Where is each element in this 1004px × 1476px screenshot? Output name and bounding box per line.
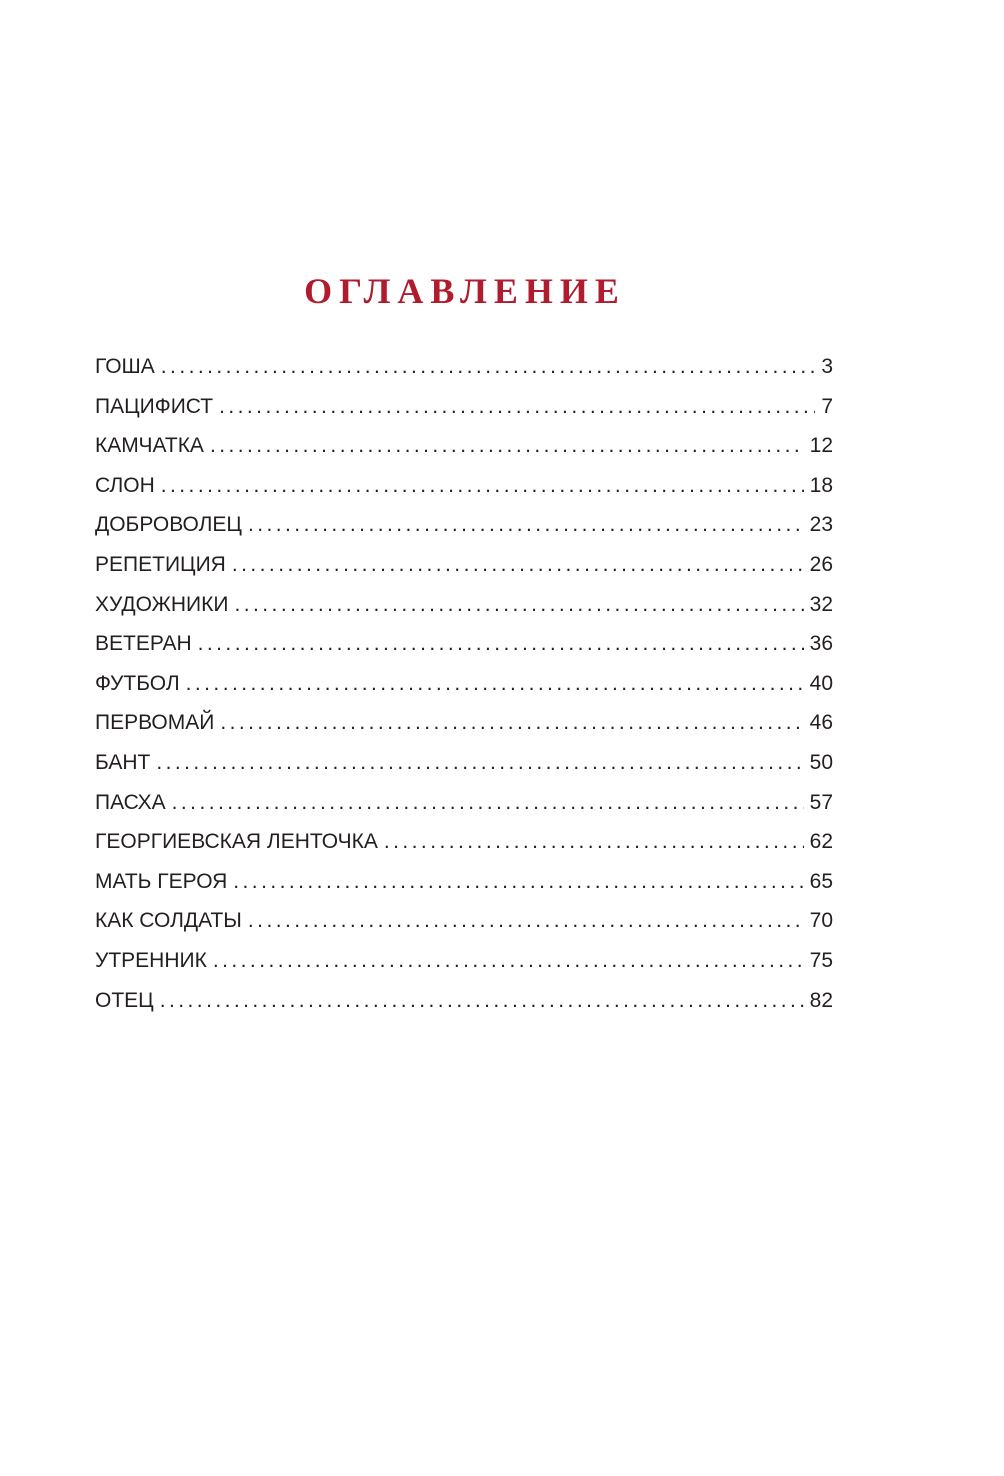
- toc-page-number: 12: [809, 434, 833, 458]
- dot-leader: [234, 593, 803, 617]
- toc-entry-title: МАТЬ ГЕРОЯ: [95, 869, 228, 893]
- toc-entry: [95, 355, 833, 395]
- toc-entry: [95, 989, 833, 1029]
- toc-entry: [95, 395, 833, 435]
- toc-page-number: 36: [809, 632, 833, 656]
- toc-page-number: 62: [809, 830, 833, 854]
- toc-page-number: 57: [809, 790, 833, 814]
- toc-entry-title: УТРЕННИК: [95, 948, 207, 972]
- dot-leader: [219, 395, 815, 419]
- dot-leader: [161, 474, 804, 498]
- toc-page-number: 26: [809, 552, 833, 576]
- toc-entry-title: СЛОН: [95, 473, 155, 497]
- toc-page-number: 32: [809, 592, 833, 616]
- toc-entry-title: ОТЕЦ: [95, 988, 154, 1012]
- toc-page-number: 46: [809, 711, 833, 735]
- toc-page-number: 65: [809, 869, 833, 893]
- toc-entry-title: РЕПЕТИЦИЯ: [95, 552, 226, 576]
- toc-entry-title: ФУТБОЛ: [95, 671, 180, 695]
- toc-entry: [95, 434, 833, 474]
- toc-entry-title: БАНТ: [95, 750, 151, 774]
- toc-entry: [95, 513, 833, 553]
- toc-page-number: 40: [809, 671, 833, 695]
- toc-entry: [95, 949, 833, 989]
- dot-leader: [384, 830, 804, 854]
- dot-leader: [220, 711, 803, 735]
- toc-page-number: 7: [821, 394, 833, 418]
- toc-page-number: 70: [809, 909, 833, 933]
- toc-entry: [95, 791, 833, 831]
- toc-entry-title: ПЕРВОМАЙ: [95, 711, 215, 735]
- dot-leader: [172, 791, 804, 815]
- toc-entry-title: ГЕОРГИЕВСКАЯ ЛЕНТОЧКА: [95, 830, 378, 854]
- toc-page-number: 18: [809, 473, 833, 497]
- toc-entry: [95, 751, 833, 791]
- toc-page-number: 75: [809, 948, 833, 972]
- toc-page-number: 50: [809, 750, 833, 774]
- toc-page-number: 3: [821, 355, 833, 378]
- toc-entry-title: ХУДОЖНИКИ: [95, 592, 229, 616]
- dot-leader: [233, 870, 803, 894]
- toc-entry: [95, 711, 833, 751]
- toc-entry: [95, 672, 833, 712]
- dot-leader: [248, 513, 804, 537]
- toc-entry: [95, 474, 833, 514]
- dot-leader: [213, 949, 804, 973]
- toc-entry-title: ПАЦИФИСТ: [95, 394, 214, 418]
- dot-leader: [156, 751, 803, 775]
- toc-entry: [95, 870, 833, 910]
- dot-leader: [210, 434, 804, 458]
- dot-leader: [161, 355, 816, 379]
- dot-leader: [186, 672, 804, 696]
- toc-entry-title: ПАСХА: [95, 790, 166, 814]
- dot-leader: [248, 909, 804, 933]
- toc-entry: [95, 632, 833, 672]
- toc-heading: ОГЛАВЛЕНИЕ: [304, 271, 626, 311]
- toc-page-number: 23: [809, 513, 833, 537]
- toc-entry: [95, 909, 833, 949]
- dot-leader: [198, 632, 804, 656]
- toc-page-number: 82: [809, 988, 833, 1012]
- toc-entry: [95, 593, 833, 633]
- dot-leader: [232, 553, 804, 577]
- dot-leader: [160, 989, 804, 1013]
- toc-list: [95, 355, 833, 1028]
- toc-entry-title: ГОША: [95, 355, 155, 378]
- toc-entry-title: ДОБРОВОЛЕЦ: [95, 513, 242, 537]
- toc-entry-title: КАМЧАТКА: [95, 434, 204, 458]
- toc-entry-title: КАК СОЛДАТЫ: [95, 909, 242, 933]
- toc-entry: [95, 553, 833, 593]
- toc-entry-title: ВЕТЕРАН: [95, 632, 192, 656]
- toc-entry: [95, 830, 833, 870]
